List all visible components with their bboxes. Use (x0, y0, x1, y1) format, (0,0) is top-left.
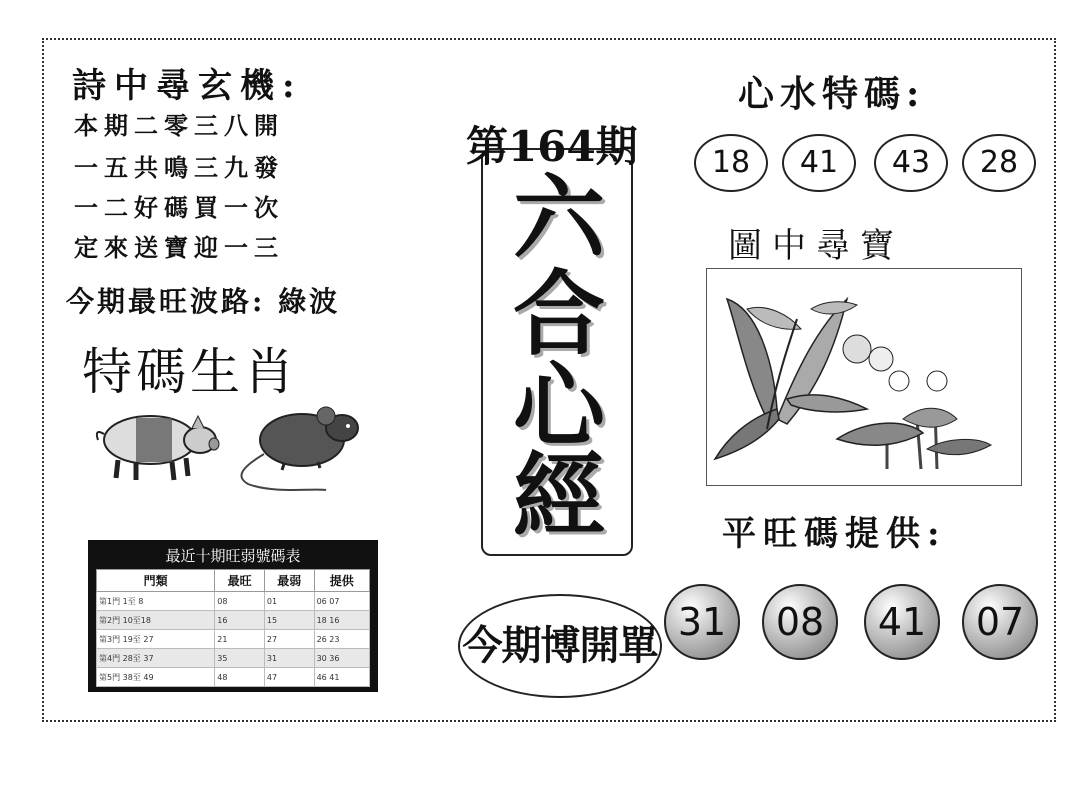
title-char-4: 經 (512, 442, 605, 550)
open-label: 今期博開單 (458, 594, 662, 698)
pig-illustration (88, 404, 220, 484)
table-title: 最近十期旺弱號碼表 (165, 547, 301, 565)
table-row (97, 668, 370, 687)
table-cell: 第5門 38至 49 (97, 668, 215, 687)
poem-line-2: 一五共鳴三九發 (74, 153, 284, 182)
zodiac-title: 特碼生肖 (82, 343, 298, 401)
table-cell: 第3門 19至 27 (97, 630, 215, 649)
number-ball: 18 (694, 134, 768, 192)
table-cell: 48 (215, 668, 265, 687)
number-ball: 07 (962, 584, 1038, 660)
table-cell: 01 (264, 592, 314, 611)
table-row (97, 649, 370, 668)
wave-line: 今期最旺波路: 綠波 (66, 285, 341, 318)
table-cell: 08 (215, 592, 265, 611)
poem-line-3: 一二好碼買一次 (74, 193, 284, 222)
hot-cold-table (88, 540, 378, 692)
table-row (97, 592, 370, 611)
title-char-3: 心 (512, 352, 605, 460)
table-cell: 第2門 10至18 (97, 611, 215, 630)
table-cell: 15 (264, 611, 314, 630)
rat-illustration (234, 404, 362, 496)
table-cell: 18 16 (314, 611, 369, 630)
title-char-1: 六 (512, 164, 605, 272)
number-ball: 41 (864, 584, 940, 660)
number-ball: 41 (782, 134, 856, 192)
table-cell: 27 (264, 630, 314, 649)
number-ball: 28 (962, 134, 1036, 192)
number-ball: 31 (664, 584, 740, 660)
table-header: 最旺 (215, 570, 265, 592)
plant-picture (706, 268, 1022, 486)
issue-number: 第164期 (466, 122, 638, 171)
table-cell: 第4門 28至 37 (97, 649, 215, 668)
table-cell: 06 07 (314, 592, 369, 611)
table-cell: 第1門 1至 8 (97, 592, 215, 611)
data-table (96, 569, 370, 687)
table-cell: 31 (264, 649, 314, 668)
xinshui-title: 心水特碼: (738, 73, 926, 115)
poem-line-1: 本期二零三八開 (74, 111, 284, 140)
plant-illustration (707, 269, 1021, 485)
table-cell: 30 36 (314, 649, 369, 668)
table-row (97, 611, 370, 630)
title-char-2: 合 (512, 260, 605, 368)
table-cell: 47 (264, 668, 314, 687)
pingwang-title: 平旺碼提供: (722, 514, 947, 554)
number-ball: 08 (762, 584, 838, 660)
poem-title: 詩中尋玄機: (72, 66, 303, 106)
table-cell: 16 (215, 611, 265, 630)
table-header: 提供 (314, 570, 369, 592)
number-ball: 43 (874, 134, 948, 192)
table-row (97, 630, 370, 649)
table-cell: 46 41 (314, 668, 369, 687)
table-header: 門類 (97, 570, 215, 592)
table-cell: 21 (215, 630, 265, 649)
treasure-title: 圖中尋寶 (728, 226, 904, 266)
table-cell: 35 (215, 649, 265, 668)
table-header: 最弱 (264, 570, 314, 592)
table-cell: 26 23 (314, 630, 369, 649)
poem-line-4: 定來送寶迎一三 (74, 233, 284, 262)
title-box (481, 148, 633, 556)
